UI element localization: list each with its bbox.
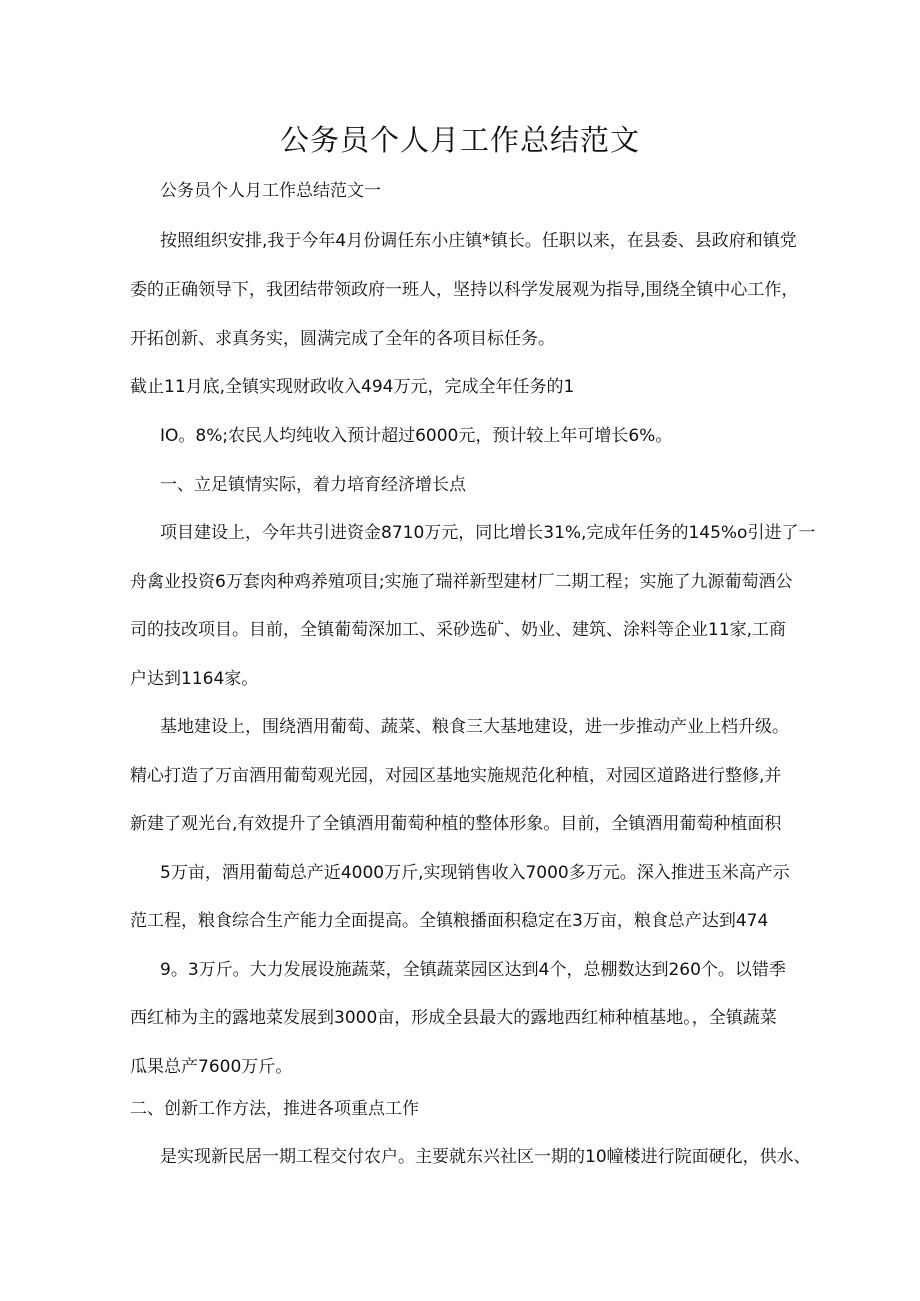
text-line: 项目建设上，今年共引进资金8710万元，同比增长31%,完成年任务的145%o引进了一: [160, 523, 816, 543]
text-line: IO。8%;农民人均纯收入预计超过6000元，预计较上年可增长6%。: [160, 426, 673, 446]
text-line: 西红柿为主的露地菜发展到3000亩，形成全县最大的露地西红柿种植基地。，全镇蔬菜: [130, 1008, 777, 1028]
document-title: 公务员个人月工作总结范文: [279, 123, 640, 157]
section-heading: 二、创新工作方法，推进各项重点工作: [130, 1099, 419, 1119]
text-line: 舟禽业投资6万套肉种鸡养殖项目;实施了瑞祥新型建材厂二期工程；实施了九源葡萄酒公: [130, 572, 793, 592]
text-line: 5万亩，酒用葡萄总产近4000万斤,实现销售收入7000多万元。深入推进玉米高产示: [160, 863, 790, 883]
text-line: 新建了观光台,有效提升了全镇酒用葡萄种植的整体形象。目前，全镇酒用葡萄种植面积: [130, 814, 782, 834]
text-line: 委的正确领导下，我团结带领政府一班人，坚持以科学发展观为指导,围绕全镇中心工作，: [130, 280, 799, 300]
text-line: 瓜果总产7600万斤。: [130, 1057, 293, 1077]
text-line: 截止11月底,全镇实现财政收入494万元，完成全年任务的1: [130, 377, 575, 397]
text-line: 开拓创新、求真务实，圆满完成了全年的各项目标任务。: [130, 329, 555, 349]
section-heading: 一、立足镇情实际，着力培育经济增长点: [160, 475, 466, 495]
text-line: 精心打造了万亩酒用葡萄观光园，对园区基地实施规范化种植，对园区道路进行整修,并: [130, 766, 782, 786]
text-line: 是实现新民居一期工程交付农户。主要就东兴社区一期的10幢楼进行院面硬化，供水、: [160, 1147, 811, 1167]
text-line: 司的技改项目。目前，全镇葡萄深加工、采砂选矿、奶业、建筑、涂料等企业11家,工商: [130, 620, 787, 640]
text-line: 公务员个人月工作总结范文一: [160, 181, 381, 201]
text-line: 范工程，粮食综合生产能力全面提高。全镇粮播面积稳定在3万亩，粮食总产达到474: [130, 911, 769, 931]
text-line: 按照组织安排,我于今年4月份调任东小庄镇*镇长。任职以来，在县委、县政府和镇党: [160, 231, 797, 251]
text-line: 户达到1164家。: [130, 669, 259, 689]
text-line: 基地建设上，围绕酒用葡萄、蔬菜、粮食三大基地建设，进一步推动产业上档升级。: [160, 717, 789, 737]
text-line: 9。3万斤。大力发展设施蔬菜，全镇蔬菜园区达到4个，总棚数达到260个。以错季: [160, 960, 786, 980]
